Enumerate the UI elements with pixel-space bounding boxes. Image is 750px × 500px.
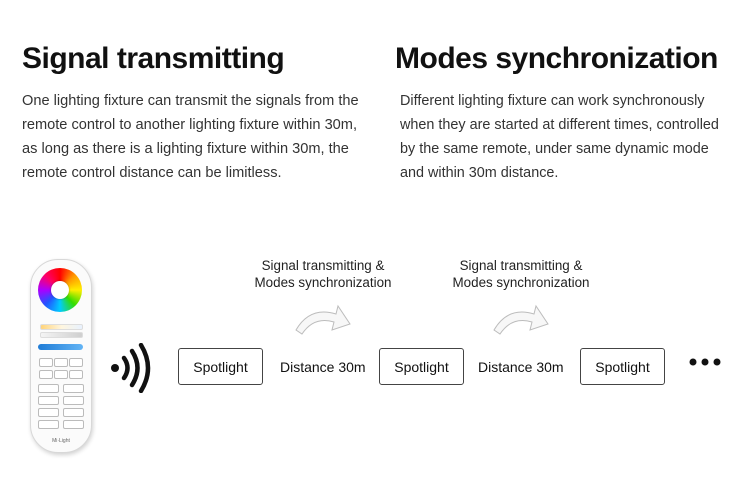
saturation-slider — [38, 344, 83, 350]
distance-label-1: Distance 30m — [280, 359, 366, 375]
caption-text: Signal transmitting & — [459, 258, 583, 273]
wireless-signal-icon — [110, 343, 155, 393]
caption-signal-modes-2 — [441, 257, 601, 291]
signal-transmitting-description: One lighting fixture can transmit the signals from the remote control to another lighting fixture within 30m, as long as there is a lighting fixture within 30m, the remote control distance can be limitless. — [22, 93, 359, 181]
caption-signal-modes-1 — [243, 257, 403, 291]
zone-off-button — [63, 384, 84, 393]
zone-off-button — [63, 408, 84, 417]
remote-button — [69, 370, 83, 379]
caption-text: Modes synchronization — [254, 275, 392, 290]
color-wheel — [38, 268, 82, 312]
remote-button — [39, 358, 53, 367]
caption-text: Signal transmitting & — [261, 258, 385, 273]
ellipsis-icon — [688, 356, 724, 368]
zone-on-button — [38, 384, 59, 393]
zone-on-button — [38, 420, 59, 429]
caption-text: Modes synchronization — [452, 275, 590, 290]
spotlight-box-2: Spotlight — [379, 348, 464, 385]
curved-arrow-icon — [490, 300, 552, 338]
signal-transmitting-heading: Signal transmitting — [22, 42, 285, 75]
zone-off-button — [63, 396, 84, 405]
spotlight-box-3: Spotlight — [580, 348, 665, 385]
modes-synchronization-heading: Modes synchronization — [395, 42, 718, 75]
remote-button — [54, 370, 68, 379]
zone-on-button — [38, 408, 59, 417]
remote-brand-logo: Mi·Light — [52, 438, 70, 444]
remote-button — [39, 370, 53, 379]
zone-on-button — [38, 396, 59, 405]
remote-control-image — [30, 259, 92, 453]
zone-off-button — [63, 420, 84, 429]
remote-button — [54, 358, 68, 367]
spotlight-box-1: Spotlight — [178, 348, 263, 385]
distance-label-2: Distance 30m — [478, 359, 564, 375]
modes-synchronization-description: Different lighting fixture can work synchronously when they are started at different times, controlled by the same remote, under same dynamic mode and within 30m distance. — [400, 93, 719, 181]
color-temperature-slider — [40, 324, 83, 330]
curved-arrow-icon — [292, 300, 354, 338]
remote-button — [69, 358, 83, 367]
brightness-slider — [40, 332, 83, 338]
